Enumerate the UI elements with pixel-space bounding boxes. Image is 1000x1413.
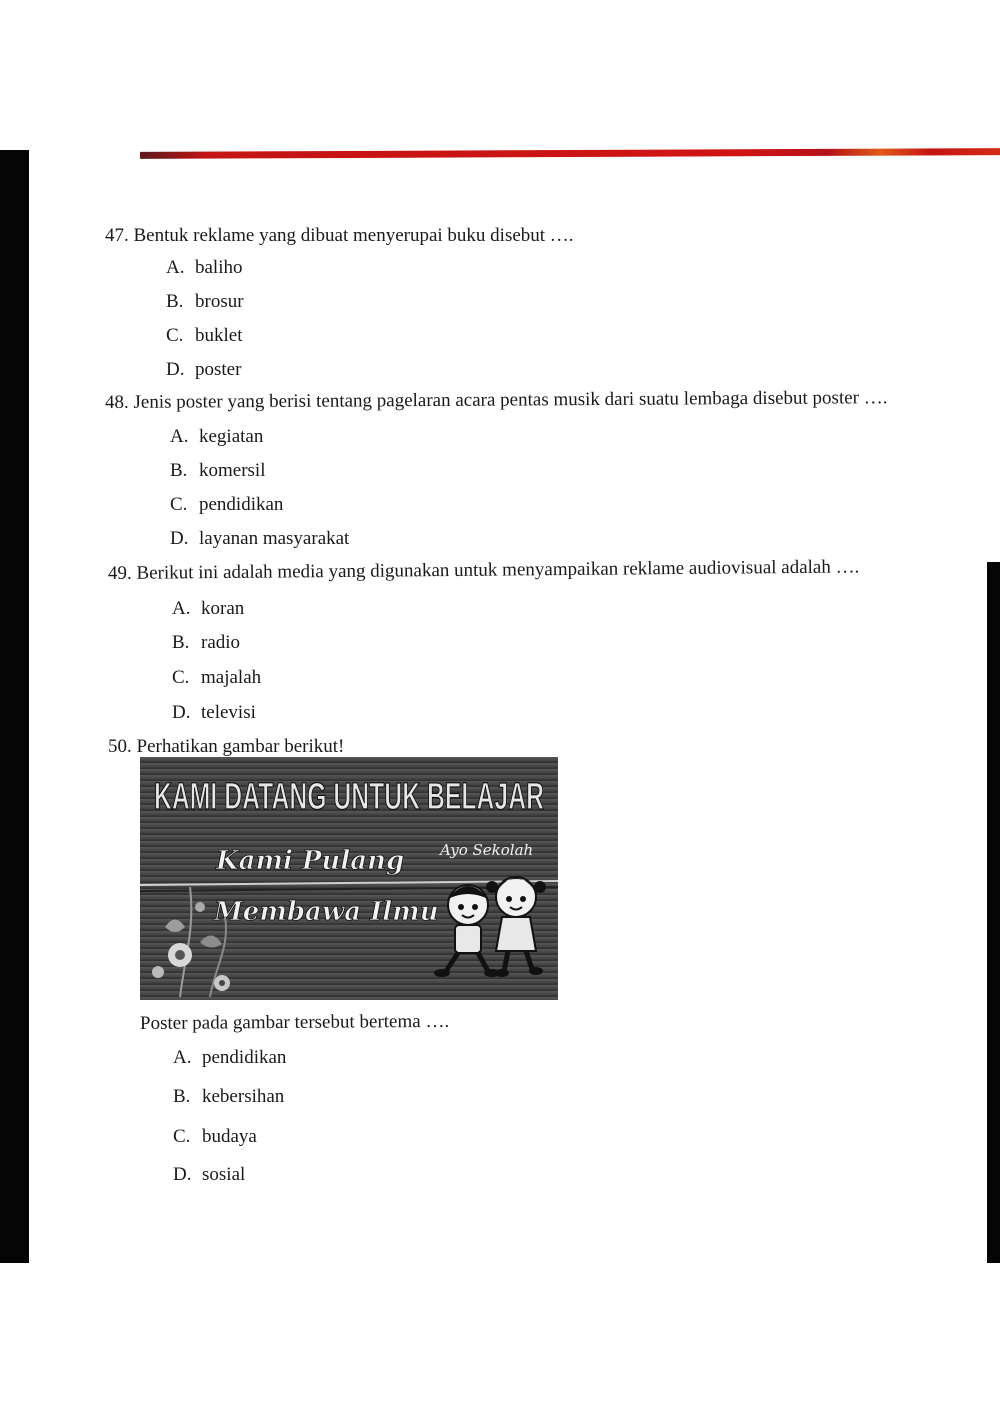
option-letter: A. — [166, 257, 185, 278]
option-48-b[interactable] — [170, 460, 266, 482]
option-letter: D. — [166, 359, 185, 380]
option-50-d[interactable] — [173, 1164, 245, 1186]
option-49-c[interactable] — [172, 667, 261, 689]
poster-tagline: Ayo Sekolah — [440, 841, 534, 859]
option-letter: B. — [166, 291, 184, 312]
option-letter: C. — [173, 1126, 191, 1147]
option-text: poster — [195, 359, 242, 380]
option-text: komersil — [199, 460, 266, 481]
option-48-d[interactable] — [170, 528, 349, 550]
poster-image — [140, 757, 558, 1000]
option-text: televisi — [201, 702, 256, 723]
option-text: layanan masyarakat — [199, 528, 350, 549]
option-47-a[interactable] — [166, 257, 243, 279]
option-50-c[interactable] — [173, 1126, 257, 1148]
option-47-d[interactable] — [166, 359, 241, 381]
option-text: kegiatan — [199, 426, 264, 447]
option-47-c[interactable] — [166, 325, 243, 347]
option-letter: B. — [172, 632, 190, 653]
option-letter: D. — [172, 702, 191, 723]
question-50-followup — [140, 1011, 449, 1035]
option-text: budaya — [202, 1126, 257, 1147]
option-letter: C. — [172, 667, 190, 688]
option-49-b[interactable] — [172, 632, 240, 654]
option-48-c[interactable] — [170, 494, 283, 516]
poster-headline: KAMI DATANG UNTUK BELAJAR — [154, 776, 544, 818]
question-47 — [105, 225, 574, 247]
option-letter: A. — [172, 598, 191, 619]
question-text: Jenis poster yang berisi tentang pagelaran acara pentas musik dari suatu lembaga disebut poster …. — [133, 387, 888, 413]
option-text: sosial — [202, 1164, 246, 1185]
option-47-b[interactable] — [166, 291, 244, 313]
option-text: buklet — [195, 325, 243, 346]
option-letter: C. — [170, 494, 188, 515]
option-48-a[interactable] — [170, 426, 263, 448]
question-50 — [108, 736, 344, 758]
option-49-a[interactable] — [172, 598, 244, 620]
question-text: Poster pada gambar tersebut bertema …. — [139, 1010, 450, 1034]
question-49 — [108, 556, 860, 585]
question-number: 49. — [107, 562, 132, 584]
option-49-d[interactable] — [172, 702, 256, 724]
question-48 — [105, 387, 888, 414]
poster-graphic — [140, 757, 558, 1000]
question-text: Bentuk reklame yang dibuat menyerupai buku disebut …. — [133, 225, 574, 246]
question-number: 50. — [108, 736, 132, 757]
question-number: 47. — [105, 225, 129, 246]
option-letter: C. — [166, 325, 184, 346]
question-text: Berikut ini adalah media yang digunakan untuk menyampaikan reklame audiovisual adalah …. — [136, 556, 860, 584]
question-number: 48. — [104, 391, 129, 413]
option-letter: D. — [173, 1164, 192, 1185]
poster-line-1: Kami Pulang — [216, 846, 405, 876]
option-text: pendidikan — [202, 1047, 287, 1068]
option-text: majalah — [201, 667, 262, 688]
poster-line-2: Membawa Ilmu — [214, 897, 439, 927]
option-text: radio — [201, 632, 241, 653]
option-text: baliho — [195, 257, 243, 278]
option-text: kebersihan — [202, 1086, 285, 1107]
option-text: pendidikan — [199, 494, 284, 515]
option-letter: B. — [170, 460, 188, 481]
option-text: koran — [201, 598, 245, 619]
option-50-a[interactable] — [173, 1047, 286, 1069]
option-letter: D. — [170, 528, 189, 549]
option-letter: B. — [173, 1086, 191, 1107]
option-50-b[interactable] — [173, 1086, 284, 1108]
option-letter: A. — [173, 1047, 192, 1068]
option-text: brosur — [195, 291, 244, 312]
question-text: Perhatikan gambar berikut! — [136, 736, 345, 757]
option-letter: A. — [170, 426, 189, 447]
